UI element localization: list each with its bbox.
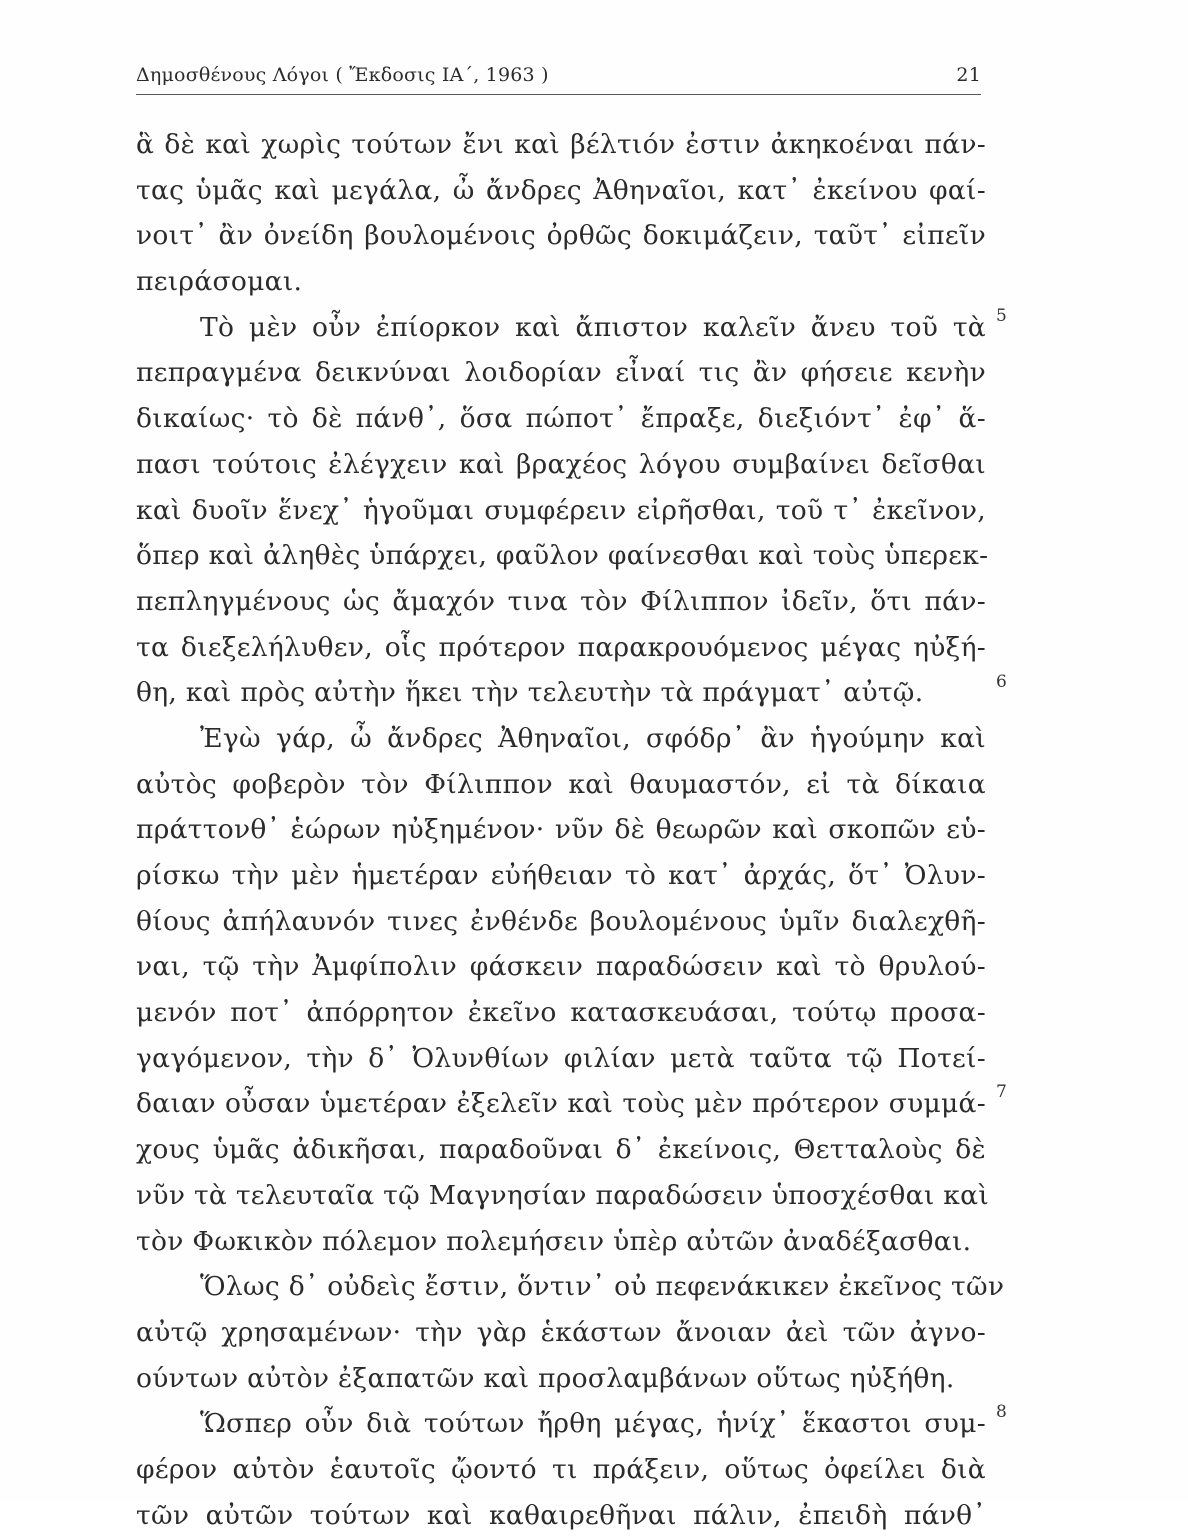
text-line: ούντων αὐτὸν ἐξαπατῶν καὶ προσλαμβάνων οὕτως ηὐξήθη. [136, 1362, 955, 1394]
text-line: πεπραγμένα δεικνύναι λοιδορίαν εἶναί τις ἂν φήσειε κενὴν [136, 357, 986, 389]
text-line: χους ὑμᾶς ἀδικῆσαι, παραδοῦναι δ᾽ ἐκείνοις, Θετταλοὺς δὲ [136, 1134, 986, 1166]
text-line: θη, καὶ πρὸς αὐτὴν ἥκει τὴν τελευτὴν τὰ πράγματ᾽ αὐτῷ. [136, 677, 924, 709]
section-number: 8 [996, 1402, 1007, 1422]
text-line: θίους ἀπήλαυνόν τινες ἐνθένδε βουλομένους ὑμῖν διαλεχθῆ- [136, 905, 986, 937]
text-line: πασι τούτοις ἐλέγχειν καὶ βραχέος λόγου συμβαίνει δεῖσθαι [136, 448, 986, 480]
section-number: 5 [996, 306, 1007, 326]
text-line: δαιαν οὖσαν ὑμετέραν ἐξελεῖν καὶ τοὺς μὲν πρότερον συμμά- [136, 1088, 986, 1120]
text-line: γαγόμενον, τὴν δ᾽ Ὀλυνθίων φιλίαν μετὰ ταῦτα τῷ Ποτεί- [136, 1042, 986, 1074]
text-line: νοιτ᾽ ἂν ὀνείδη βουλομένοις ὀρθῶς δοκιμάζειν, ταῦτ᾽ εἰπεῖν [136, 220, 986, 252]
text-line: μενόν ποτ᾽ ἀπόρρητον ἐκεῖνο κατασκευάσαι, τούτῳ προσα- [136, 997, 986, 1029]
text-line: νῦν τὰ τελευταῖα τῷ Μαγνησίαν παραδώσειν ὑποσχέσθαι καὶ [136, 1179, 990, 1211]
page-number: 21 [956, 64, 981, 86]
text-line: τὸν Φωκικὸν πόλεμον πολεμήσειν ὑπὲρ αὐτῶν ἀναδέξασθαι. [136, 1225, 972, 1257]
text-line: Ἐγὼ γάρ, ὦ ἄνδρες Ἀθηναῖοι, σφόδρ᾽ ἂν ἡγούμην καὶ [200, 722, 986, 754]
text-line: φέρον αὐτὸν ἑαυτοῖς ᾤοντό τι πράξειν, οὕτως ὀφείλει διὰ [136, 1453, 986, 1485]
body-text [136, 122, 1005, 1538]
text-line: ἃ δὲ καὶ χωρὶς τούτων ἔνι καὶ βέλτιόν ἐστιν ἀκηκοέναι πάν- [136, 129, 986, 160]
text-line: Ὥσπερ οὖν διὰ τούτων ἤρθη μέγας, ἡνίχ᾽ ἕκαστοι συμ- [200, 1408, 986, 1440]
text-line: δικαίως· τὸ δὲ πάνθ᾽, ὅσα πώποτ᾽ ἔπραξε, διεξιόντ᾽ ἐφ᾽ ἅ- [136, 403, 986, 435]
text-line: τῶν αὐτῶν τούτων καὶ καθαιρεθῆναι πάλιν, ἐπειδὴ πάνθ᾽ [136, 1499, 986, 1531]
text-line: πεπληγμένους ὡς ἄμαχόν τινα τὸν Φίλιππον ἰδεῖν, ὅτι πάν- [136, 585, 986, 617]
section-number: 6 [996, 672, 1007, 692]
text-line: αὐτὸς φοβερὸν τὸν Φίλιππον καὶ θαυμαστόν, εἰ τὰ δίκαια [136, 768, 986, 800]
text-line: Τὸ μὲν οὖν ἐπίορκον καὶ ἄπιστον καλεῖν ἄνευ τοῦ τὰ [200, 311, 986, 343]
text-line: αὐτῷ χρησαμένων· τὴν γὰρ ἑκάστων ἄνοιαν ἀεὶ τῶν ἀγνο- [136, 1316, 986, 1348]
text-line: τας ὑμᾶς καὶ μεγάλα, ὦ ἄνδρες Ἀθηναῖοι, κατ᾽ ἐκείνου φαί- [136, 174, 986, 206]
text-line: ὅπερ καὶ ἀληθὲς ὑπάρχει, φαῦλον φαίνεσθαι καὶ τοὺς ὑπερεκ- [136, 540, 989, 572]
running-header [136, 60, 981, 95]
header-title: Δημοσθένους Λόγοι ( Ἔκδοσις ΙΑ΄, 1963 ) [136, 64, 549, 86]
section-number: 7 [996, 1082, 1007, 1102]
text-line: ρίσκω τὴν μὲν ἡμετέραν εὐήθειαν τὸ κατ᾽ ἀρχάς, ὅτ᾽ Ὀλυν- [136, 860, 986, 891]
text-line: καὶ δυοῖν ἕνεχ᾽ ἡγοῦμαι συμφέρειν εἰρῆσθαι, τοῦ τ᾽ ἐκεῖνον, [136, 494, 986, 526]
text-line: πράττονθ᾽ ἑώρων ηὐξημένον· νῦν δὲ θεωρῶν καὶ σκοπῶν εὑ- [136, 814, 986, 846]
text-line: ναι, τῷ τὴν Ἀμφίπολιν φάσκειν παραδώσειν καὶ τὸ θρυλού- [136, 951, 986, 983]
text-line: Ὅλως δ᾽ οὐδεὶς ἔστιν, ὅντιν᾽ οὐ πεφενάκικεν ἐκεῖνος τῶν [200, 1271, 1005, 1303]
text-line: πειράσομαι. [136, 266, 303, 298]
text-line: τα διεξελήλυθεν, οἷς πρότερον παρακρουόμενος μέγας ηὐξή- [136, 631, 986, 663]
